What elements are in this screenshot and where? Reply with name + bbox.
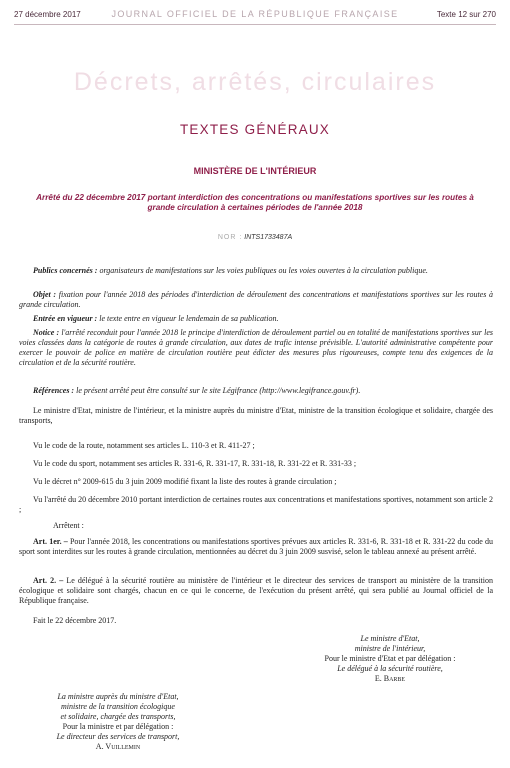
- done-at: Fait le 22 décembre 2017.: [33, 616, 117, 625]
- signature-left-line5: Le directeur des services de transport,: [56, 732, 180, 741]
- preamble-vu-decret: Vu le décret n° 2009-615 du 3 juin 2009 modifié fixant la liste des routes à grande circulation ;: [33, 477, 337, 486]
- objet-text: fixation pour l'année 2018 des périodes d'interdiction de déroulement des concentrations et manifestations sportives sur les routes à grande circulation.: [19, 290, 493, 309]
- article-1-text: Pour l'année 2018, les concentrations ou manifestations sportives prévues aux articles R. 331-6, R. 331-18 et R. 331-22 du code du sport sont interdites sur les routes à grande circulation, mentionnées au décret du 3 juin 2009 susvisé, selon le tableau annexé au présent arrêté.: [19, 537, 493, 556]
- nor-reference: [0, 234, 510, 241]
- preamble-intro: Le ministre d'Etat, ministre de l'intérieur, et la ministre auprès du ministre d'Etat, ministre de la transition écologique et solidaire, chargée des transports,: [19, 406, 493, 425]
- nor-value: INTS1733487A: [244, 234, 293, 241]
- signature-left-line4: Pour la ministre et par délégation :: [62, 722, 174, 731]
- decree-title: Arrêté du 22 décembre 2017 portant interdiction des concentrations ou manifestations sportives sur les routes à grande circulation à certaines périodes de l'année 2018: [36, 193, 474, 212]
- signature-left: [2, 692, 234, 752]
- ministry-title: MINISTÈRE DE L'INTÉRIEUR: [193, 166, 317, 176]
- article-2-label: Art. 2. –: [33, 576, 64, 585]
- notice-text: l'arrêté reconduit pour l'année 2018 le principe d'interdiction de déroulement partiel ou en totalité de manifestations sportives sur les voies classées dans la catégorie de routes à grande circulation, aux dates de trafic intense prévisible. L'autorité administrative compétente pour exercer le pouvoir de police en matière de circulation routière peut édicter des mesures plus rigoureuses, compte tenu des exigences de la circulation et de la sécurité routière.: [19, 328, 493, 367]
- references-text: le présent arrêté peut être consulté sur le site Légifrance (http://www.legifrance.gouv.fr).: [74, 386, 361, 395]
- summary-references: [19, 386, 493, 396]
- references-label: Références :: [33, 386, 75, 395]
- publics-label: Publics concernés :: [33, 266, 98, 275]
- signature-right-line1: Le ministre d'Etat,: [360, 634, 420, 643]
- entree-label: Entrée en vigueur :: [33, 314, 98, 323]
- entree-text: le texte entre en vigueur le lendemain de sa publication.: [97, 314, 279, 323]
- notice-label: Notice :: [33, 328, 60, 337]
- preamble-vu-route: Vu le code de la route, notamment ses articles L. 110-3 et R. 411-27 ;: [33, 441, 255, 450]
- article-2: [19, 576, 493, 606]
- summary-entree: [19, 314, 493, 324]
- arretent: Arrêtent :: [53, 521, 84, 530]
- signature-right-line3: Pour le ministre d'Etat et par délégation :: [324, 654, 456, 663]
- header-rule: [14, 24, 496, 25]
- signature-left-line1: La ministre auprès du ministre d'Etat,: [57, 692, 179, 701]
- signature-right-name: E. Barbe: [374, 674, 406, 683]
- signature-right-line2: ministre de l'intérieur,: [354, 644, 426, 653]
- summary-notice: [19, 328, 493, 368]
- section-title: Décrets, arrêtés, circulaires: [73, 68, 437, 96]
- signature-left-line3: et solidaire, chargée des transports,: [60, 712, 176, 721]
- article-1-label: Art. 1er. –: [33, 537, 68, 546]
- preamble-vu-arrete: Vu l'arrêté du 20 décembre 2010 portant interdiction de certaines routes aux concentrations et manifestations sportives, notamment son article 2 ;: [19, 495, 493, 514]
- publics-text: organisateurs de manifestations sur les voies publiques ou les voies ouvertes à la circulation publique.: [97, 266, 428, 275]
- summary-objet: [19, 290, 493, 310]
- signature-left-line2: ministre de la transition écologique: [61, 702, 175, 711]
- signature-right-line4: Le délégué à la sécurité routière,: [337, 664, 443, 673]
- objet-label: Objet :: [33, 290, 57, 299]
- article-2-text: Le délégué à la sécurité routière au ministère de l'intérieur et le directeur des services de transport au ministère de la transition écologique et solidaire sont chargés, chacun en ce qui le concerne, de l'exécution du présent arrêté, qui sera publié au Journal officiel de la République française.: [19, 576, 493, 605]
- journal-title: JOURNAL OFFICIEL DE LA RÉPUBLIQUE FRANÇAISE: [111, 9, 399, 19]
- nor-label: NOR :: [217, 234, 243, 241]
- article-1: [19, 537, 493, 557]
- signature-left-name: A. Vuillemin: [95, 742, 141, 751]
- preamble-vu-sport: Vu le code du sport, notamment ses articles R. 331-6, R. 331-17, R. 331-18, R. 331-22 et R. 331-33 ;: [33, 459, 357, 468]
- subsection-title: TEXTES GÉNÉRAUX: [179, 122, 331, 137]
- signature-right: [270, 634, 510, 684]
- summary-publics: [19, 266, 493, 276]
- text-number: Texte 12 sur 270: [436, 10, 496, 19]
- issue-date: 27 décembre 2017: [14, 10, 81, 19]
